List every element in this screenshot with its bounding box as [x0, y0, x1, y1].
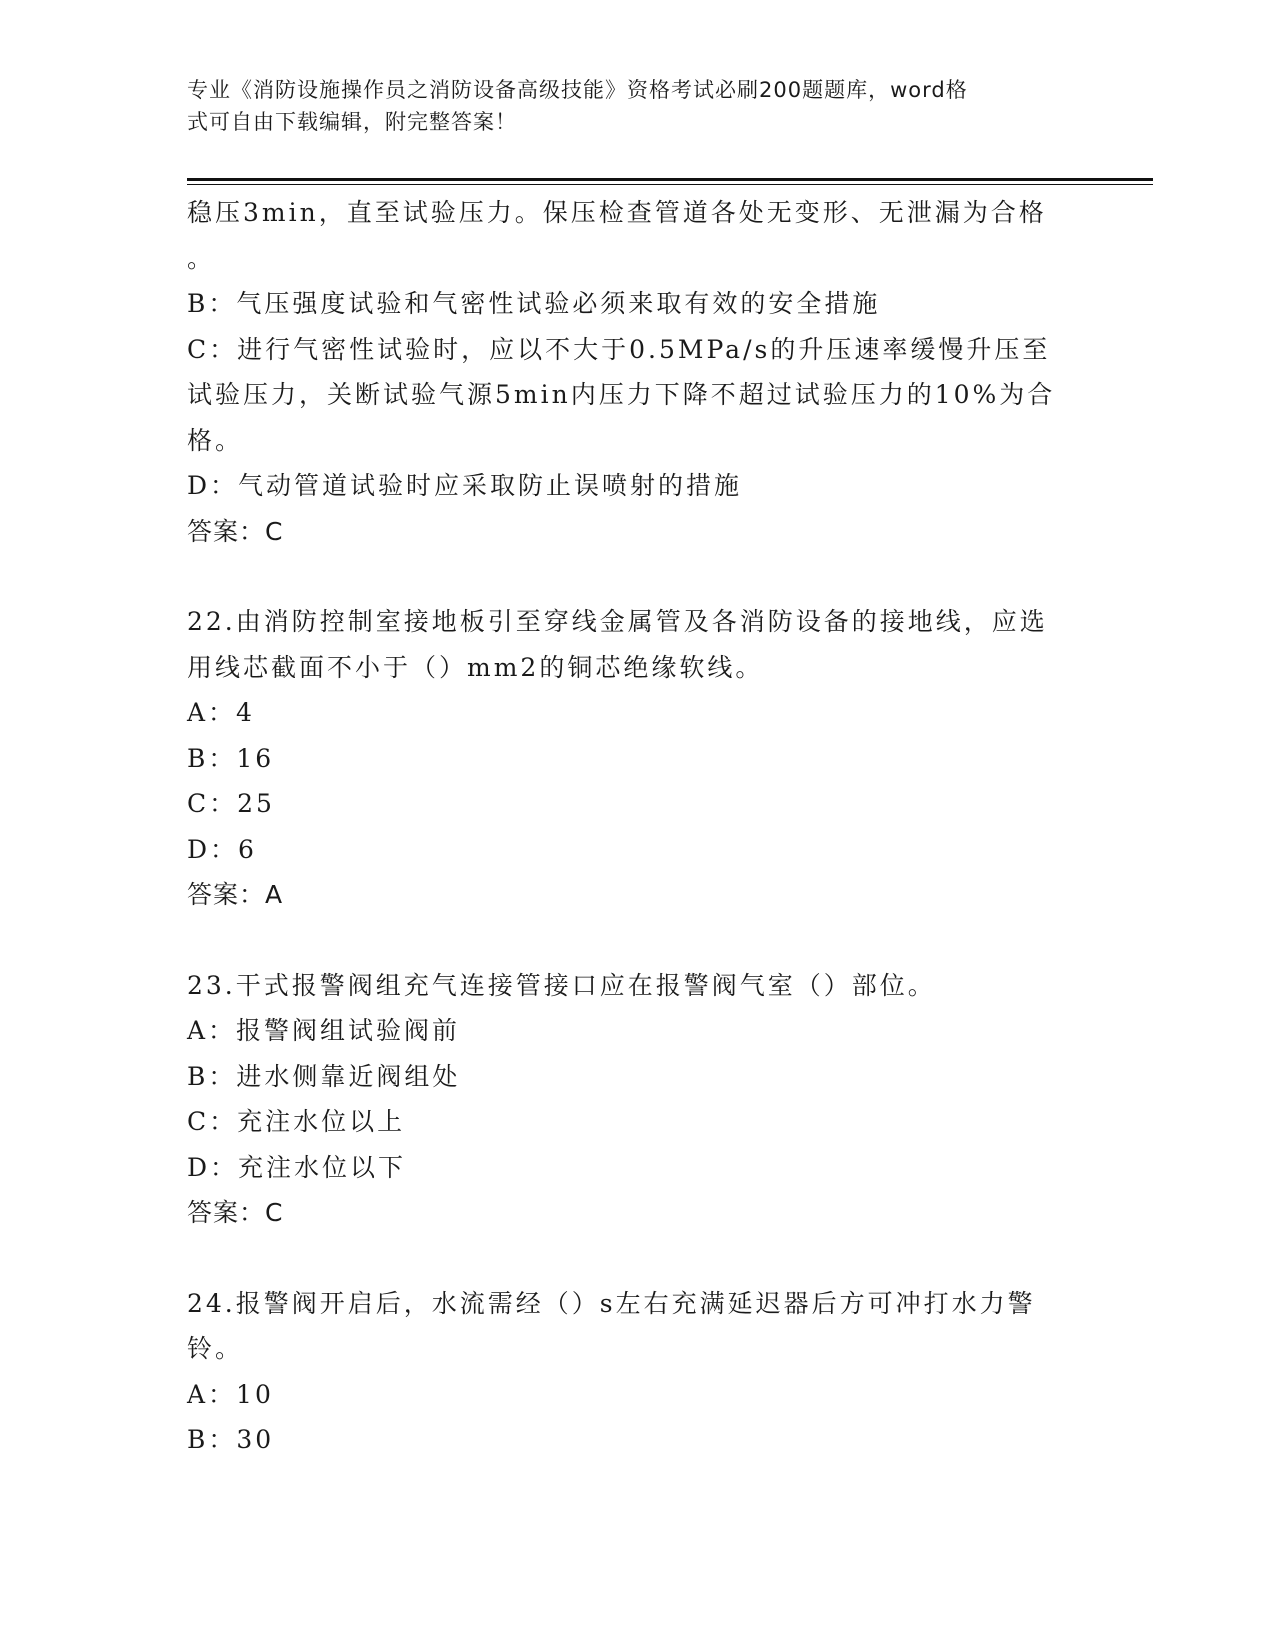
question-stem: 23.干式报警阀组充气连接管接口应在报警阀气室（）部位。 [187, 970, 936, 1000]
option-d: D：6 [187, 834, 257, 864]
question-stem: 22.由消防控制室接地板引至穿线金属管及各消防设备的接地线，应选 [187, 607, 1048, 636]
option-b: B：30 [187, 1425, 275, 1454]
header-divider-thick [187, 178, 1153, 181]
option-c: C：充注水位以上 [187, 1107, 406, 1136]
option-d: D：气动管道试验时应采取防止误喷射的措施 [187, 471, 743, 500]
question-stem: 铃。 [187, 1334, 244, 1363]
option-b: B：进水侧靠近阀组处 [187, 1061, 461, 1091]
answer-line: 答案：C [187, 516, 284, 546]
option-a: A：10 [187, 1379, 274, 1409]
answer-line: 答案：C [187, 1198, 284, 1227]
text-line: 。 [187, 243, 216, 273]
header-divider-thin [187, 184, 1153, 185]
option-b: B：气压强度试验和气密性试验必须来取有效的安全措施 [187, 289, 881, 318]
option-c-cont: 格。 [187, 425, 244, 455]
option-b: B：16 [187, 743, 275, 773]
option-a: A：报警阀组试验阀前 [187, 1016, 461, 1045]
question-list [187, 190, 1067, 1463]
option-c: C：进行气密性试验时，应以不大于0.5MPa/s的升压速率缓慢升压至 [187, 334, 1051, 364]
answer-line: 答案：A [187, 880, 284, 909]
option-a: A：4 [187, 698, 255, 727]
question-21-continuation [187, 190, 1067, 554]
document-header [187, 74, 1067, 138]
question-23 [187, 963, 1067, 1236]
option-c: C：25 [187, 789, 275, 818]
option-d: D：充注水位以下 [187, 1152, 407, 1182]
text-line: 稳压3min，直至试验压力。保压检查管道各处无变形、无泄漏为合格 [187, 198, 1047, 227]
question-24 [187, 1281, 1067, 1463]
header-line-1: 专业《消防设施操作员之消防设备高级技能》资格考试必刷200题题库，word格 [187, 78, 968, 102]
question-stem: 用线芯截面不小于（）mm2的铜芯绝缘软线。 [187, 652, 764, 682]
question-22 [187, 599, 1067, 918]
header-line-2: 式可自由下载编辑，附完整答案！ [187, 110, 517, 134]
question-stem: 24.报警阀开启后，水流需经（）s左右充满延迟器后方可冲打水力警 [187, 1288, 1036, 1318]
option-c-cont: 试验压力，关断试验气源5min内压力下降不超过试验压力的10%为合 [187, 380, 1056, 409]
